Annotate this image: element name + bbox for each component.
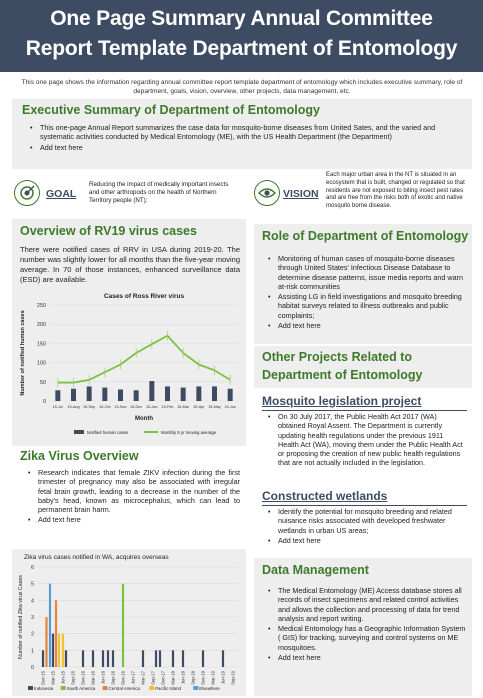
series-line bbox=[58, 336, 230, 383]
list-item: • Add text here bbox=[28, 515, 240, 524]
x-tick-label: Dec-16 bbox=[120, 671, 126, 685]
bar bbox=[58, 634, 60, 667]
bar bbox=[71, 389, 76, 401]
x-axis-label: Month bbox=[135, 416, 153, 422]
legend-label: Indonesia bbox=[34, 686, 54, 691]
y-tick-label: 6 bbox=[30, 565, 34, 571]
x-tick-label: Mar-19 bbox=[210, 671, 216, 685]
overview-box bbox=[12, 219, 246, 446]
list-item: • On 30 July 2017, the Public Health Act 2017 (WA) obtained Royal Assent. The Department is currently updating health regulations under the previous 1911 Health Act (WA), moving them under the Public Health Act or proposing the creation of new public health regulations that are not actually included in the legislation. bbox=[268, 412, 466, 468]
x-tick-label: Dec-15 bbox=[40, 671, 46, 685]
x-tick-label: 15-Aug bbox=[67, 405, 80, 409]
bar bbox=[155, 650, 157, 667]
bar bbox=[62, 634, 64, 667]
x-tick-label: Sep-15 bbox=[70, 671, 76, 685]
x-tick-label: Sep-18 bbox=[190, 671, 196, 685]
x-tick-label: 15-Jul bbox=[52, 405, 64, 409]
list-item: • Assisting LG in field investigations and mosquito breeding habitat surveys related to illness outbreaks and public complaints; bbox=[268, 292, 466, 320]
bar bbox=[172, 650, 174, 667]
bar bbox=[142, 650, 144, 667]
role-list bbox=[268, 254, 466, 331]
bar bbox=[87, 386, 92, 401]
x-tick-label: 15-Dec bbox=[130, 405, 143, 409]
x-tick-label: Sep-16 bbox=[110, 671, 116, 685]
x-tick-label: Mar-17 bbox=[140, 671, 146, 685]
chart-title: Cases of Ross River virus bbox=[103, 293, 185, 300]
mosquito-legislation-list bbox=[268, 412, 466, 469]
x-tick-label: 15-Sep bbox=[83, 405, 96, 409]
x-tick-label: Mar-18 bbox=[170, 671, 176, 685]
bar bbox=[55, 600, 57, 667]
y-tick-label: 4 bbox=[30, 598, 34, 605]
overview-text: There were notified cases of RRV in USA during 2019-20. The number was slightly lower for all months than the five-year moving average. In 70 of those instances, enhanced surveillance data (ESD) are available. bbox=[20, 245, 240, 284]
goal-text: Reducing the impact of medically important insects and other arthropods on the health of Northern Territory people (NT); bbox=[89, 181, 229, 204]
bar bbox=[212, 386, 217, 401]
list-item: • Identify the potential for mosquito breeding and related nuisance risks associated with developed freshwater wetlands in urban US areas; bbox=[268, 507, 466, 535]
constructed-wetlands-block bbox=[254, 489, 472, 553]
executive-summary-title: Executive Summary of Department of Entomology bbox=[22, 103, 320, 117]
bar bbox=[102, 650, 104, 667]
list-item: • Medical Entomology has a Geographic Information System ( GIS) for tracking, surveying and control systems on ME mosquitoes. bbox=[268, 624, 466, 652]
legend-label: Central America bbox=[108, 686, 140, 691]
bar bbox=[112, 650, 114, 667]
y-tick-label: 5 bbox=[30, 581, 34, 588]
bar bbox=[92, 650, 94, 667]
x-tick-label: 15-Mar bbox=[177, 405, 190, 409]
list-item: • Add text here bbox=[30, 143, 462, 152]
zika-chart bbox=[12, 549, 246, 696]
list-item: • Monitoring of human cases of mosquito-borne diseases through United States' Infectious Disease Database to determine disease patterns, issue media reports and warn at-risk communities bbox=[268, 254, 466, 291]
bar bbox=[202, 650, 204, 667]
page-title-line2: Report Template Department of Entomology bbox=[25, 37, 458, 60]
y-tick-label: 3 bbox=[30, 615, 34, 621]
legend-swatch bbox=[149, 686, 154, 690]
vision-text: Each major urban area in the NT is situated in an ecosystem that is built, changed or regulated so that residents are not exposed to biting insect pest rates and are free from the risks both of exotic and native mosquito borne disease. bbox=[326, 172, 465, 210]
zika-section bbox=[12, 446, 246, 696]
zika-title: Zika Virus Overview bbox=[20, 449, 139, 463]
target-icon bbox=[14, 180, 40, 206]
x-tick-label: Dec-17 bbox=[160, 671, 166, 685]
vision-label: VISION bbox=[283, 188, 319, 200]
list-item: • Add text here bbox=[268, 653, 466, 662]
x-tick-label: 15-Apr bbox=[193, 405, 205, 409]
other-projects-box bbox=[254, 346, 472, 388]
bar bbox=[65, 650, 67, 667]
x-tick-label: Dec-16 bbox=[80, 671, 86, 685]
legend-swatch bbox=[103, 686, 108, 690]
bar bbox=[222, 650, 224, 667]
page-title-line1: One Page Summary Annual Committee bbox=[50, 7, 433, 30]
bar bbox=[82, 650, 84, 667]
bar bbox=[45, 617, 47, 667]
bar bbox=[52, 634, 54, 667]
ross-river-chart bbox=[12, 289, 246, 444]
bar bbox=[107, 650, 109, 667]
other-projects-title-line2: Department of Entomology bbox=[262, 368, 423, 382]
x-tick-label: Sep-17 bbox=[150, 671, 156, 685]
list-item: • This one-page Annual Report summarizes the case data for mosquito-borne diseases from United Sates, and the varied and systematic activities conducted by Medical Entomology (ME), with the US Health Department (the Department) bbox=[30, 123, 462, 142]
legend-swatch bbox=[193, 686, 198, 690]
list-item: • Add text here bbox=[268, 536, 466, 545]
bar bbox=[181, 388, 186, 401]
x-tick-label: Jun-15 bbox=[60, 671, 66, 685]
x-tick-label: 15-May bbox=[208, 405, 221, 409]
list-item: • The Medical Entomology (ME) Access database stores all records of insect specimens and related control activities and allows the collection and processing of data for trend analysis and report writing. bbox=[268, 586, 466, 623]
executive-summary-box bbox=[12, 99, 472, 169]
legend-label: Elsewhere bbox=[199, 686, 220, 691]
constructed-wetlands-title: Constructed wetlands bbox=[262, 489, 388, 503]
legend-swatch bbox=[61, 686, 66, 690]
overview-title: Overview of RV19 virus cases bbox=[20, 224, 197, 238]
x-tick-label: Dec-18 bbox=[200, 671, 206, 685]
legend-swatch bbox=[28, 686, 33, 690]
x-tick-label: Mar-15 bbox=[50, 671, 56, 685]
eye-icon bbox=[254, 180, 280, 206]
y-axis-label: Number of notified Zika virus Cases bbox=[18, 575, 24, 659]
y-tick-label: 50 bbox=[39, 379, 46, 386]
y-tick-label: 0 bbox=[30, 665, 34, 671]
y-tick-label: 0 bbox=[42, 399, 46, 405]
mosquito-legislation-block bbox=[254, 394, 472, 489]
y-tick-label: 150 bbox=[36, 341, 46, 348]
list-item: • Add text here bbox=[268, 321, 466, 330]
legend-swatch-bar bbox=[74, 430, 84, 434]
goal-block bbox=[14, 180, 239, 210]
bar bbox=[55, 390, 60, 401]
divider bbox=[262, 505, 467, 506]
intro-text: This one page shows the information regarding annual committee report template department of entomology which includes executive summary, role of department, goals, vision, overview, other projects, data management, etc. bbox=[21, 79, 463, 95]
x-tick-label: 15-Nov bbox=[114, 405, 127, 409]
data-management-box bbox=[254, 558, 472, 696]
bar bbox=[182, 650, 184, 667]
x-tick-label: 15-Feb bbox=[161, 405, 174, 409]
header-banner bbox=[0, 0, 483, 72]
executive-summary-list bbox=[30, 123, 462, 153]
list-item: • Research indicates that female ZIKV infection during the first trimester of pregnancy may also be associated with irregular fetal brain growth, leading to a decrease in the number of the baby's head, known as microcephalus, which can lead to permanent brain harm. bbox=[28, 468, 240, 514]
x-tick-label: 15-Jun bbox=[224, 405, 236, 409]
x-tick-label: 15-Oct bbox=[99, 405, 111, 409]
bar bbox=[122, 584, 124, 667]
role-box bbox=[254, 224, 472, 344]
zika-list bbox=[28, 468, 240, 526]
constructed-wetlands-list bbox=[268, 507, 466, 546]
bar bbox=[196, 386, 201, 401]
legend-label: South America bbox=[66, 686, 96, 691]
bar bbox=[49, 584, 51, 667]
y-axis-label: Number of notified human cases bbox=[20, 310, 26, 396]
bar bbox=[118, 389, 123, 401]
bar bbox=[149, 381, 154, 401]
bar bbox=[102, 388, 107, 401]
mosquito-legislation-title: Mosquito legislation project bbox=[262, 394, 422, 408]
y-tick-label: 100 bbox=[36, 360, 46, 367]
y-tick-label: 1 bbox=[30, 648, 34, 655]
zika-chart-box bbox=[12, 549, 246, 696]
x-tick-label: Sep-19 bbox=[230, 671, 236, 685]
x-tick-label: Jun-16 bbox=[100, 671, 106, 685]
goal-label: GOAL bbox=[46, 188, 77, 200]
y-tick-label: 200 bbox=[36, 322, 46, 329]
bar bbox=[134, 390, 139, 401]
other-projects-title-line1: Other Projects Related to bbox=[262, 350, 413, 364]
data-management-title: Data Management bbox=[262, 563, 369, 577]
legend-label: Notified human cases bbox=[87, 430, 129, 435]
chart-title: Zika virus cases notified in WA, acquires overseas bbox=[24, 554, 169, 561]
y-tick-label: 2 bbox=[30, 631, 34, 638]
bar bbox=[228, 389, 233, 401]
x-tick-label: 15-Jan bbox=[146, 405, 158, 409]
bar bbox=[42, 650, 44, 667]
y-tick-label: 250 bbox=[36, 303, 46, 309]
role-title: Role of Department of Entomology bbox=[262, 229, 469, 243]
x-tick-label: Jun-19 bbox=[220, 671, 226, 685]
legend-label: Monthly 5 yr moving average bbox=[161, 430, 217, 435]
vision-block bbox=[254, 172, 474, 220]
x-tick-label: Mar-16 bbox=[90, 671, 96, 685]
legend-label: Pacific Island bbox=[155, 686, 181, 691]
x-tick-label: Jun-18 bbox=[180, 671, 186, 685]
data-management-list bbox=[268, 586, 466, 663]
bar bbox=[165, 386, 170, 401]
x-tick-label: Jun-17 bbox=[130, 671, 136, 685]
divider bbox=[262, 410, 467, 411]
bar bbox=[159, 650, 161, 667]
